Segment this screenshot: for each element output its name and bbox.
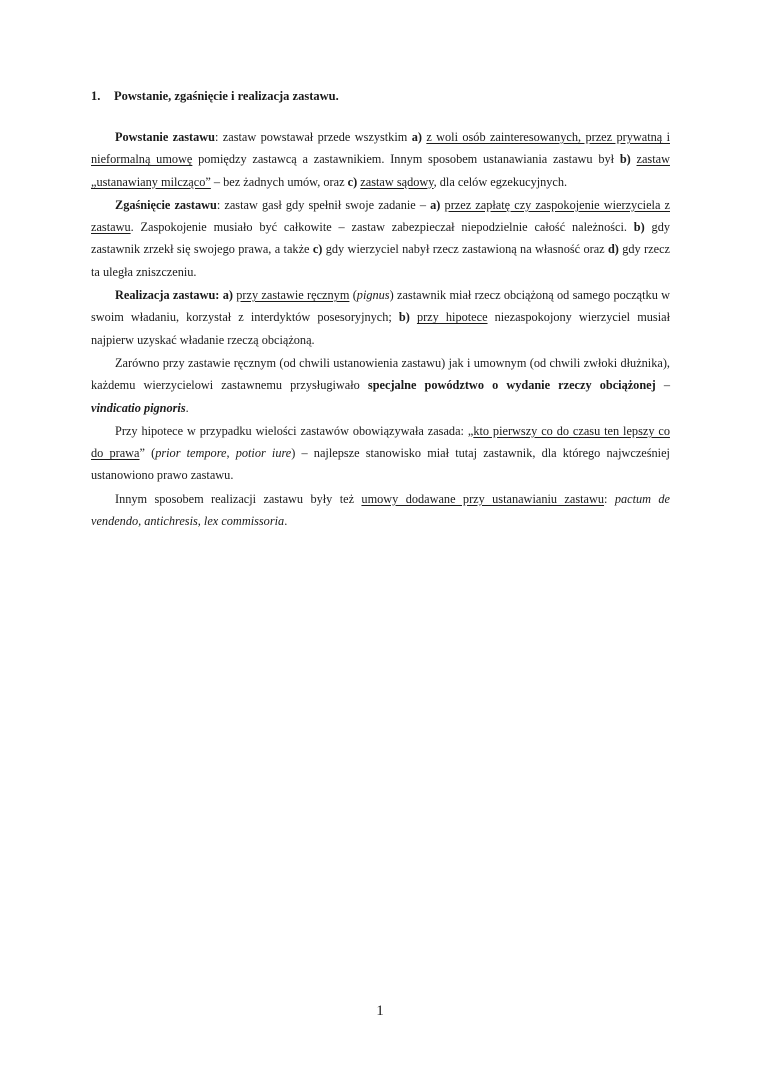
list-marker: b): [398, 310, 410, 325]
text-run: ) – najlepsze stanowisko miał tutaj zastawnik, dla którego najwcześniej ustanowiono prawo zastawu.: [91, 446, 670, 483]
paragraph-umowy: [91, 488, 670, 533]
text-run: Zarówno przy zastawie ręcznym (od chwili ustanowienia zastawu) jak i umownym (od chwili zwłoki dłużnika), każdemu wierzycielowi zastawnemu przysługiwało: [91, 355, 670, 393]
list-marker: a): [430, 197, 441, 212]
underlined-phrase: zastaw „ustanawiany milcząco”: [91, 152, 670, 189]
text-run: ) zastawnik miał rzecz obciążoną od samego początku w swoim władaniu, korzystał z interdyktów posesoryjnych;: [91, 288, 671, 325]
text-run: . Zaspokojenie musiało być całkowite – zastaw zabezpieczał niepodzielnie całość należności.: [130, 220, 634, 235]
section-title: Powstanie, zgaśnięcie i realizacja zastawu.: [114, 89, 339, 103]
underlined-phrase: przy zastawie ręcznym: [236, 288, 350, 303]
text-run: pomiędzy zastawcą a zastawnikiem. Innym sposobem ustanawiania zastawu był: [192, 152, 620, 167]
text-run: gdy wierzyciel nabył rzecz zastawioną na własność oraz: [322, 242, 608, 257]
latin-term: prior tempore, potior iure: [155, 446, 292, 461]
text-run: ” (: [139, 446, 156, 461]
term-label: Realizacja zastawu: [115, 288, 216, 303]
section-heading: [91, 89, 339, 104]
underlined-phrase: przez zapłatę czy zaspokojenie wierzyciela z zastawu: [91, 197, 670, 235]
text-run: :: [604, 491, 615, 506]
list-marker: a): [222, 288, 233, 303]
term-label: Zgaśnięcie zastawu: [115, 197, 217, 212]
text-run: : zastaw gasł gdy spełnił swoje zadanie –: [216, 197, 431, 212]
underlined-phrase: z woli osób zainteresowanych, przez prywatną i nieformalną umowę: [91, 130, 670, 167]
document-body: [91, 126, 670, 533]
text-run: .: [185, 400, 189, 415]
underlined-phrase: zastaw sądowy: [360, 174, 434, 189]
text-run: .: [284, 514, 288, 529]
text-run: gdy zastawnik zrzekł się swojego prawa, a także: [91, 220, 670, 257]
list-marker: b): [633, 220, 645, 235]
text-run: , dla celów egzekucyjnych.: [433, 174, 568, 189]
latin-term: vindicatio pignoris: [91, 400, 186, 415]
text-run: niezaspokojony wierzyciel musiał najpierw uzyskać władanie rzeczą obciążoną.: [91, 310, 670, 347]
text-run: (: [349, 288, 357, 303]
text-run: gdy rzecz ta uległa zniszczeniu.: [91, 242, 670, 279]
text-run: Przy hipotece w przypadku wielości zastawów obowiązywała zasada: „: [115, 423, 474, 438]
paragraph-hipoteka: [91, 420, 670, 487]
list-marker: c): [312, 242, 323, 257]
text-run: – bez żadnych umów, oraz: [210, 174, 348, 189]
paragraph-realizacja: [91, 284, 670, 351]
underlined-phrase: kto pierwszy co do czasu ten lepszy co do prawa: [91, 423, 670, 461]
underlined-phrase: umowy dodawane przy ustanawianiu zastawu: [361, 491, 605, 506]
paragraph-powodztwo: [91, 352, 670, 419]
latin-term: pignus: [356, 288, 390, 303]
term-label: Powstanie zastawu: [115, 130, 216, 144]
text-run: :: [215, 288, 223, 303]
list-marker: a): [411, 130, 422, 144]
underlined-phrase: przy hipotece: [416, 310, 488, 325]
text-run: Innym sposobem realizacji zastawu były też: [115, 491, 362, 506]
page-number: 1: [376, 1003, 384, 1019]
bold-phrase: specjalne powództwo o wydanie rzeczy obciążonej: [367, 378, 656, 393]
list-marker: c): [347, 174, 358, 189]
list-marker: d): [607, 242, 619, 257]
paragraph-zgasniecie: [91, 194, 670, 283]
latin-term: pactum de vendendo, antichresis, lex commissoria: [91, 491, 670, 529]
section-number: 1.: [91, 89, 101, 103]
paragraph-powstanie: [91, 126, 670, 193]
text-run: : zastaw powstawał przede wszystkim: [215, 130, 412, 144]
list-marker: b): [619, 152, 631, 167]
text-run: –: [655, 378, 670, 393]
